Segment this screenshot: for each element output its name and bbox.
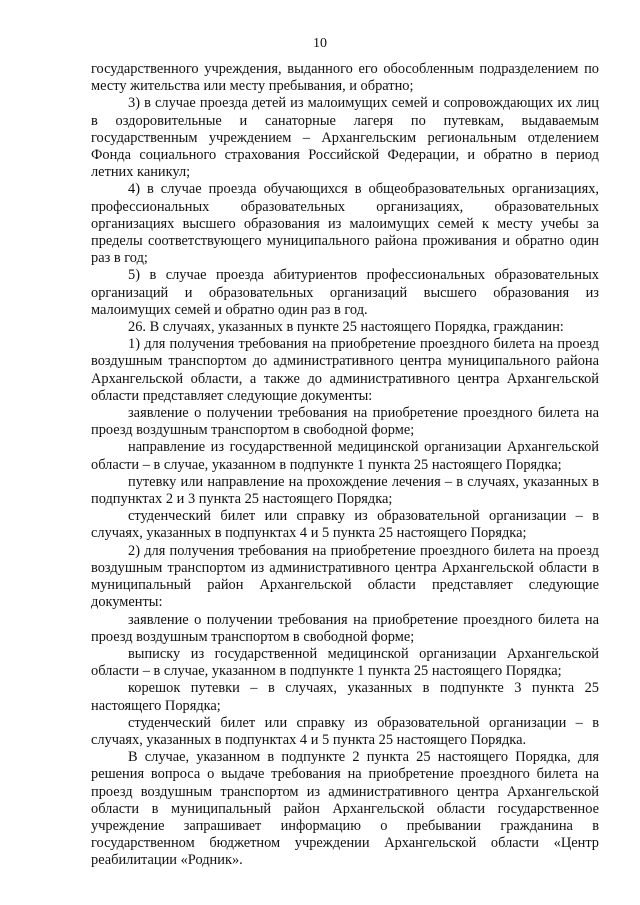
paragraph-item-4: 4) в случае проезда обучающихся в общеобразовательных организациях, профессиональных образовательных организациях, образовательных организациях высшего образования из малоимущих семей к месту учебы за пределы соответствующего муниципального района проживания и обратно один раз в год;	[91, 181, 599, 267]
document-body	[91, 61, 599, 870]
paragraph-subclause-2: 2) для получения требования на приобретение проездного билета на проезд воздушным транспортом из административного центра Архангельской области в муниципальный район Архангельской области представляет следующие документы:	[91, 542, 599, 611]
paragraph-document-item: путевку или направление на прохождение лечения – в случаях, указанных в подпунктах 2 и 3 пункта 25 настоящего Порядка;	[91, 473, 599, 508]
paragraph-item-5: 5) в случае проезда абитуриентов профессиональных образовательных организаций и образовательных организаций высшего образования из малоимущих семей и обратно один раз в год.	[91, 267, 599, 318]
paragraph-subclause-1: 1) для получения требования на приобретение проездного билета на проезд воздушным транспортом до административного центра муниципального района Архангельской области, а также до административного центра Архангельской области представляет следующие документы:	[91, 336, 599, 404]
paragraph-document-item: студенческий билет или справку из образовательной организации – в случаях, указанных в подпунктах 4 и 5 пункта 25 настоящего Порядка;	[91, 508, 599, 542]
paragraph-document-item: студенческий билет или справку из образовательной организации – в случаях, указанных в подпунктах 4 и 5 пункта 25 настоящего Порядка.	[91, 714, 599, 748]
paragraph-document-item: заявление о получении требования на приобретение проездного билета на проезд воздушным транспортом в свободной форме;	[91, 405, 599, 439]
paragraph-document-item: направление из государственной медицинской организации Архангельской области – в случае, указанном в подпункте 1 пункта 25 настоящего Порядка;	[91, 439, 599, 473]
paragraph-document-item: выписку из государственной медицинской организации Архангельской области – в случае, указанном в подпункте 1 пункта 25 настоящего Порядка;	[91, 645, 599, 680]
paragraph-continuation: государственного учреждения, выданного его обособленным подразделением по месту жительства или месту пребывания, и обратно;	[91, 61, 599, 95]
paragraph-item-3: 3) в случае проезда детей из малоимущих семей и сопровождающих их лиц в оздоровительные и санаторные лагеря по путевкам, выдаваемым государственным учреждением – Архангельским региональным отделением Фонда социального страхования Российской Федерации, и обратно в период летних каникул;	[91, 95, 599, 181]
paragraph-document-item: заявление о получении требования на приобретение проездного билета на проезд воздушным транспортом в свободной форме;	[91, 611, 599, 645]
paragraph-closing: В случае, указанном в подпункте 2 пункта 25 настоящего Порядка, для решения вопроса о выдаче требования на приобретение проездного билета на проезд воздушным транспортом из административного центра Архангельской области в муниципальный район Архангельской области государственное учреждение запрашивает информацию о пребывании гражданина в государственном бюджетном учреждении Архангельской области «Центр реабилитации «Родник».	[91, 749, 599, 869]
page-number: 10	[313, 36, 327, 51]
paragraph-clause-26: 26. В случаях, указанных в пункте 25 настоящего Порядка, гражданин:	[128, 319, 564, 336]
paragraph-document-item: корешок путевки – в случаях, указанных в подпункте 3 пункта 25 настоящего Порядка;	[91, 680, 599, 714]
